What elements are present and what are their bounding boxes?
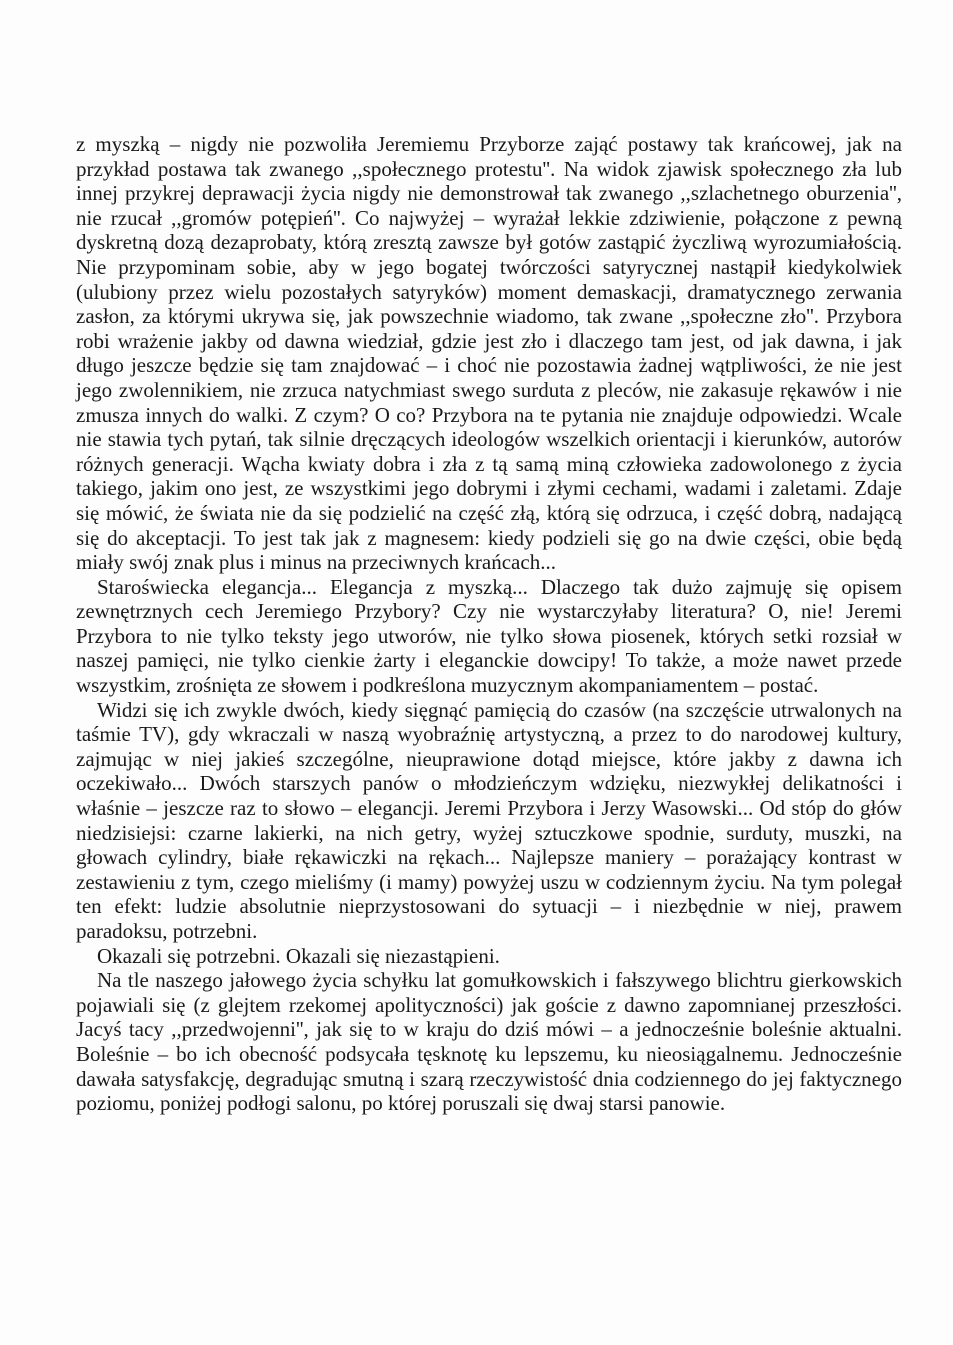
paragraph-continued: z myszką – nigdy nie pozwoliła Jeremiemu Przyborze zająć postawy tak krańcowej, jak na przykład postawa tak zwanego ,,społecznego protestu''. Na widok zjawisk społecznego zła lub innej przykrej deprawacji życia nigdy nie demonstrował tak zwanego ,,szlachetnego oburzenia'', nie rzucał ,,gromów potępień''. Co najwyżej – wyrażał lekkie zdziwienie, połączone z pewną dyskretną dozą dezaprobaty, którą zresztą zawsze był gotów zastąpić życzliwą wyrozumiałością. Nie przypominam sobie, aby w jego bogatej twórczości satyrycznej nastąpił kiedykolwiek (ulubiony przez wielu pozostałych satyryków) moment demaskacji, dramatycznego zerwania zasłon, za którymi ukrywa się, jak powszechnie wiadomo, tak zwane ,,społeczne zło''. Przybora robi wrażenie jakby od dawna wiedział, gdzie jest zło i dlaczego tam jest, od jak dawna, i jak długo jeszcze będzie się tam znajdować – i choć nie pozostawia żadnej wątpliwości, że nie jest jego zwolennikiem, nie zrzuca natychmiast swego surduta z pleców, nie zakasuje rękawów i nie zmusza innych do walki. Z czym? O co? Przybora na te pytania nie znajduje odpowiedzi. Wcale nie stawia tych pytań, tak silnie dręczących ideologów wszelkich orientacji i kierunków, autorów różnych generacji. Wącha kwiaty dobra i zła z tą samą miną człowieka zadowolonego z życia takiego, jakim ono jest, ze wszystkimi jego dobrymi i złymi cechami, wadami i zaletami. Zdaje się mówić, że świata nie da się podzielić na część złą, którą się odrzuca, i część dobrą, nadającą się do akceptacji. To jest tak jak z magnesem: kiedy podzieli się go na dwie części, obie będą miały swój znak plus i minus na przeciwnych krańcach...	[76, 132, 902, 575]
paragraph: Staroświecka elegancja... Elegancja z myszką... Dlaczego tak dużo zajmuję się opisem zewnętrznych cech Jeremiego Przybory? Czy nie wystarczyłaby literatura? O, nie! Jeremi Przybora to nie tylko teksty jego utworów, nie tylko słowa piosenek, których setki rozsiał w naszej pamięci, nie tylko cienkie żarty i eleganckie dowcipy! To także, a może nawet przede wszystkim, zrośnięta ze słowem i podkreślona muzycznym akompaniamentem – postać.	[76, 574, 902, 698]
paragraph: Widzi się ich zwykle dwóch, kiedy sięgnąć pamięcią do czasów (na szczęście utrwalonych na taśmie TV), gdy wkraczali w naszą wyobraźnię artystyczną, a przez to do narodowej kultury, zajmując w niej jakieś szczególne, nieuprawione dotąd miejsce, które jakby z dawna ich oczekiwało... Dwóch starszych panów o młodzieńczym wdzięku, niezwykłej delikatności i właśnie – jeszcze raz to słowo – elegancji. Jeremi Przybora i Jerzy Wasowski... Od stóp do głów niedzisiejsi: czarne lakierki, na nich getry, wyżej sztuczkowe spodnie, surduty, muszki, na głowach cylindry, białe rękawiczki na rękach... Najlepsze maniery – porażający kontrast w zestawieniu z tym, czego mieliśmy (i mamy) powyżej uszu w codziennym życiu. Na tym polegał ten efekt: ludzie absolutnie nieprzystosowani do sytuacji – i niezbędnie w niej, prawem paradoksu, potrzebni.	[76, 697, 902, 943]
page-body-text	[76, 132, 902, 1116]
paragraph: Na tle naszego jałowego życia schyłku lat gomułkowskich i fałszywego blichtru gierkowskich pojawiali się (z glejtem rzekomej apolityczności) jak goście z dawno zapomnianej przeszłości. Jacyś tacy ,,przedwojenni'', jak się to w kraju do dziś mówi – a jednocześnie boleśnie aktualni. Boleśnie – bo ich obecność podsycała tęsknotę ku lepszemu, ku nieosiągalnemu. Jednocześnie dawała satysfakcję, degradując smutną i szarą rzeczywistość dnia codziennego do jej faktycznego poziomu, poniżej podłogi salonu, po której poruszali się dwaj starsi panowie.	[76, 968, 902, 1116]
paragraph: Okazali się potrzebni. Okazali się niezastąpieni.	[97, 943, 500, 968]
